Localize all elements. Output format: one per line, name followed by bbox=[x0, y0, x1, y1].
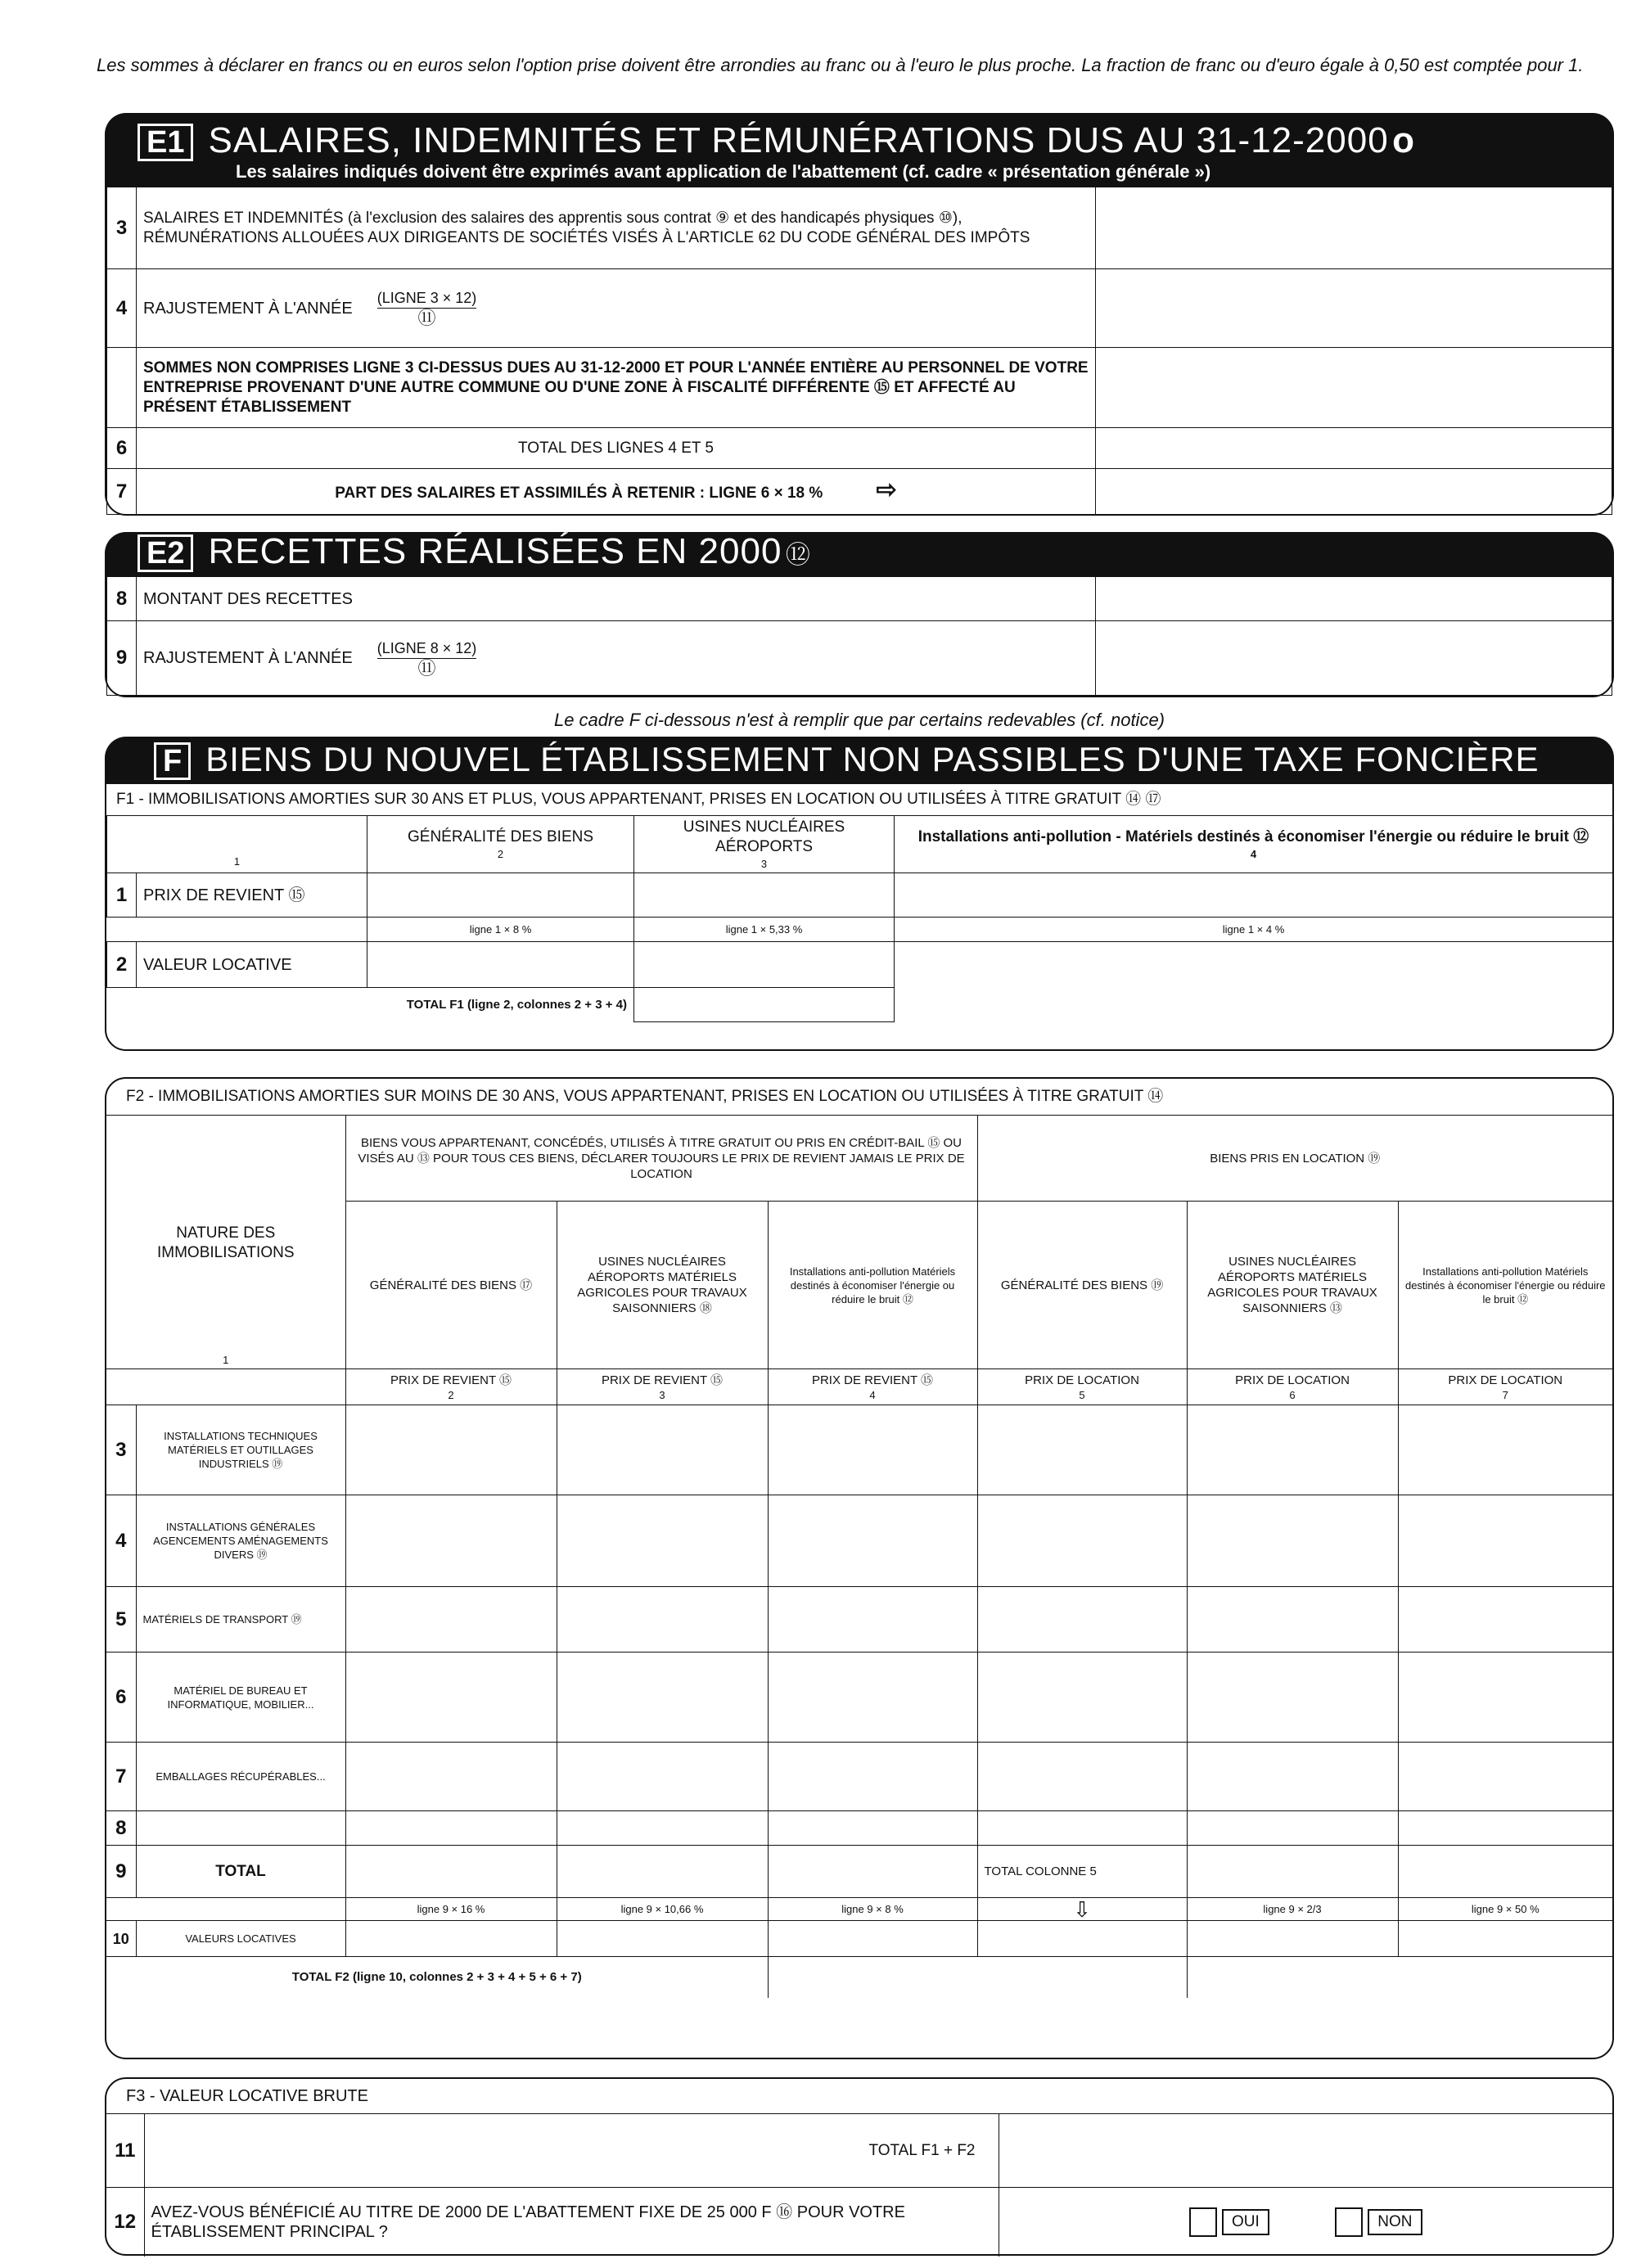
amount-field[interactable] bbox=[768, 1405, 977, 1495]
row-label: MATÉRIEL DE BUREAU ET INFORMATIQUE, MOBILIER... bbox=[136, 1653, 345, 1743]
row-label: VALEURS LOCATIVES bbox=[136, 1921, 345, 1957]
amount-field[interactable] bbox=[768, 1743, 977, 1811]
row-number: 11 bbox=[106, 2114, 144, 2188]
row-number: 3 bbox=[107, 187, 137, 269]
amount-field[interactable] bbox=[345, 1405, 557, 1495]
row-label: TOTAL DES LIGNES 4 ET 5 bbox=[137, 428, 1096, 469]
total-label: TOTAL F2 (ligne 10, colonnes 2 + 3 + 4 + 5 + 6 + 7) bbox=[106, 1957, 768, 1998]
amount-field[interactable] bbox=[557, 1587, 768, 1653]
price-head: PRIX DE REVIENT ⑮ bbox=[601, 1373, 724, 1387]
e2-title-mark: ⑫ bbox=[785, 541, 811, 569]
amount-field[interactable] bbox=[557, 1405, 768, 1495]
row-label: INSTALLATIONS TECHNIQUES MATÉRIELS ET OUTILLAGES INDUSTRIELS ⑲ bbox=[136, 1405, 345, 1495]
f2-row-9 bbox=[106, 1846, 1612, 1898]
price-head: PRIX DE REVIENT ⑮ bbox=[811, 1373, 934, 1387]
total-field[interactable] bbox=[634, 988, 895, 1022]
f2-row-3 bbox=[106, 1405, 1612, 1495]
amount-field[interactable] bbox=[768, 1846, 977, 1898]
arrow-right-icon: ⇨ bbox=[876, 476, 897, 503]
col-number: 4 bbox=[1250, 848, 1257, 860]
row-label: RAJUSTEMENT À L'ANNÉE bbox=[143, 649, 353, 667]
amount-field[interactable] bbox=[768, 1921, 977, 1957]
e1-row-3 bbox=[107, 187, 1612, 269]
rate: ligne 9 × 10,66 % bbox=[557, 1898, 768, 1921]
formula: (LIGNE 3 × 12) bbox=[377, 288, 477, 309]
f1-total bbox=[107, 988, 1613, 1022]
e2-badge: E2 bbox=[138, 534, 193, 572]
amount-field[interactable] bbox=[1187, 1653, 1398, 1743]
row-label: SOMMES NON COMPRISES LIGNE 3 CI-DESSUS DUES AU 31-12-2000 ET POUR L'ANNÉE ENTIÈRE AU PERSONNEL DE VOTRE ENTREPRISE PROVENANT D'UNE AUTRE COMMUNE OU D'UNE ZONE À FISCALITÉ DIFFÉRENTE ⑮ ET AFFECTÉ AU PRÉSENT ÉTABLISSEMENT bbox=[137, 348, 1096, 428]
f1-heading: F1 - IMMOBILISATIONS AMORTIES SUR 30 ANS ET PLUS, VOUS APPARTENANT, PRISES EN LOCATION OU UTILISÉES À TITRE GRATUIT ⑭ ⑰ bbox=[116, 791, 1161, 808]
f2-rates bbox=[106, 1898, 1612, 1921]
e1-title: SALAIRES, INDEMNITÉS ET RÉMUNÉRATIONS DUS AU 31-12-2000 bbox=[208, 120, 1389, 160]
row-number: 9 bbox=[106, 1846, 136, 1898]
f1-section bbox=[105, 782, 1614, 1051]
rate: ligne 9 × 8 % bbox=[768, 1898, 977, 1921]
amount-field[interactable] bbox=[1398, 1846, 1612, 1898]
checkbox-icon bbox=[1189, 2207, 1217, 2237]
e1-badge: E1 bbox=[138, 124, 193, 161]
total-field[interactable] bbox=[999, 2114, 1612, 2188]
amount-field[interactable] bbox=[977, 1743, 1187, 1811]
f-badge: F bbox=[154, 742, 191, 780]
amount-field[interactable] bbox=[1187, 1921, 1398, 1957]
yes-checkbox[interactable] bbox=[1189, 2213, 1269, 2230]
f3-row-12 bbox=[106, 2188, 1612, 2257]
group-owned-label: BIENS VOUS APPARTENANT, CONCÉDÉS, UTILISÉS À TITRE GRATUIT OU PRIS EN CRÉDIT-BAIL ⑮ OU VISÉS AU ⑬ POUR TOUS CES BIENS, DÉCLARER TOUJOURS LE PRIX DE REVIENT JAMAIS LE PRIX DE LOCATION bbox=[345, 1116, 977, 1202]
amount-field[interactable] bbox=[1398, 1405, 1612, 1495]
amount-field[interactable] bbox=[895, 873, 1612, 918]
yes-label: OUI bbox=[1222, 2209, 1269, 2235]
f-note: Le cadre F ci-dessous n'est à remplir que par certains redevables (cf. notice) bbox=[553, 710, 1165, 730]
group-rented-label: BIENS PRIS EN LOCATION ⑲ bbox=[977, 1116, 1612, 1202]
col-label: Installations anti-pollution - Matériels destinés à économiser l'énergie ou réduire le bruit ⑫ bbox=[917, 828, 1589, 845]
col-number: 6 bbox=[1289, 1388, 1296, 1401]
col-number: 3 bbox=[659, 1388, 665, 1401]
row-number: 10 bbox=[106, 1921, 136, 1957]
amount-field[interactable] bbox=[557, 1743, 768, 1811]
arrow-down-icon: ⇩ bbox=[977, 1898, 1187, 1921]
amount-field[interactable] bbox=[977, 1495, 1187, 1587]
formula: (LIGNE 8 × 12) bbox=[377, 638, 477, 659]
amount-field[interactable] bbox=[1398, 1653, 1612, 1743]
col-label: GÉNÉRALITÉ DES BIENS bbox=[408, 828, 594, 845]
col-number: 1 bbox=[233, 855, 241, 868]
amount-field[interactable] bbox=[367, 873, 634, 918]
amount-field[interactable] bbox=[1096, 348, 1612, 428]
f2-row-6 bbox=[106, 1653, 1612, 1743]
f2-row-7 bbox=[106, 1743, 1612, 1811]
subcol-label: GÉNÉRALITÉ DES BIENS ⑲ bbox=[977, 1202, 1187, 1369]
row-label: TOTAL bbox=[136, 1846, 345, 1898]
amount-field[interactable] bbox=[345, 1743, 557, 1811]
f2-row-10 bbox=[106, 1921, 1612, 1957]
amount-field[interactable] bbox=[345, 1846, 557, 1898]
f2-row-5 bbox=[106, 1587, 1612, 1653]
row-label: EMBALLAGES RÉCUPÉRABLES... bbox=[136, 1743, 345, 1811]
amount-field[interactable] bbox=[768, 1495, 977, 1587]
amount-field[interactable] bbox=[557, 1653, 768, 1743]
e1-table bbox=[105, 185, 1614, 516]
row-label bbox=[136, 1811, 345, 1846]
row-label: RAJUSTEMENT À L'ANNÉE bbox=[143, 299, 353, 318]
rate: ligne 9 × 2/3 bbox=[1187, 1898, 1398, 1921]
row-number: 2 bbox=[107, 942, 137, 988]
col-number: 4 bbox=[869, 1388, 876, 1401]
amount-field[interactable] bbox=[977, 1587, 1187, 1653]
row-number: 3 bbox=[106, 1405, 136, 1495]
row-number: 8 bbox=[107, 577, 137, 621]
total-label: TOTAL F1 (ligne 2, colonnes 2 + 3 + 4) bbox=[107, 988, 634, 1022]
row-number: 8 bbox=[106, 1811, 136, 1846]
row-label: PRIX DE REVIENT ⑮ bbox=[137, 873, 367, 918]
amount-field[interactable] bbox=[1398, 1495, 1612, 1587]
e1-subtitle: Les salaires indiqués doivent être exprimés avant application de l'abattement (cf. cadre « présentation générale ») bbox=[236, 161, 1211, 182]
amount-field[interactable] bbox=[345, 1495, 557, 1587]
e1-row-5 bbox=[107, 348, 1612, 428]
amount-field[interactable] bbox=[634, 873, 895, 918]
e1-header bbox=[105, 113, 1614, 185]
e1-row-7 bbox=[107, 469, 1612, 515]
amount-field[interactable] bbox=[768, 1811, 977, 1846]
e1-row-6 bbox=[107, 428, 1612, 469]
amount-field[interactable] bbox=[557, 1846, 768, 1898]
subcol-label: Installations anti-pollution Matériels destinés à économiser l'énergie ou réduire le bruit ⑫ bbox=[1398, 1202, 1612, 1369]
rate: ligne 1 × 5,33 % bbox=[634, 918, 895, 942]
note-mark: ⑪ bbox=[417, 308, 436, 328]
amount-field[interactable] bbox=[634, 942, 895, 988]
col-number: 2 bbox=[448, 1388, 454, 1401]
amount-field[interactable] bbox=[1187, 1743, 1398, 1811]
amount-field[interactable] bbox=[1096, 577, 1612, 621]
row-number: 7 bbox=[106, 1743, 136, 1811]
amount-field[interactable] bbox=[1187, 1405, 1398, 1495]
amount-field[interactable] bbox=[768, 1587, 977, 1653]
f2-total bbox=[106, 1957, 1612, 1998]
f2-heading: F2 - IMMOBILISATIONS AMORTIES SUR MOINS DE 30 ANS, VOUS APPARTENANT, PRISES EN LOCATION OU UTILISÉES À TITRE GRATUIT ⑭ bbox=[126, 1088, 1164, 1105]
row-label: AVEZ-VOUS BÉNÉFICIÉ AU TITRE DE 2000 DE L'ABATTEMENT FIXE DE 25 000 F ⑯ POUR VOTRE ÉTABLISSEMENT PRINCIPAL ? bbox=[144, 2188, 999, 2257]
amount-field[interactable] bbox=[977, 1653, 1187, 1743]
amount-field[interactable] bbox=[1187, 1846, 1398, 1898]
subcol-label: USINES NUCLÉAIRES AÉROPORTS MATÉRIELS AGRICOLES POUR TRAVAUX SAISONNIERS ⑱ bbox=[557, 1202, 768, 1369]
price-head: PRIX DE LOCATION bbox=[1235, 1373, 1350, 1387]
amount-field[interactable] bbox=[1096, 269, 1612, 348]
col-number: 3 bbox=[760, 858, 768, 870]
rate: ligne 9 × 16 % bbox=[345, 1898, 557, 1921]
f2-price-heads bbox=[106, 1369, 1612, 1405]
f2-section bbox=[105, 1077, 1614, 2059]
row-label: MATÉRIELS DE TRANSPORT ⑲ bbox=[136, 1587, 345, 1653]
amount-field[interactable] bbox=[345, 1921, 557, 1957]
amount-field[interactable] bbox=[1096, 187, 1612, 269]
rate: ligne 1 × 8 % bbox=[367, 918, 634, 942]
row-number: 12 bbox=[106, 2188, 144, 2257]
row-number: 7 bbox=[107, 469, 137, 515]
amount-field[interactable] bbox=[1187, 1587, 1398, 1653]
amount-field[interactable] bbox=[1187, 1495, 1398, 1587]
e2-row-9 bbox=[107, 621, 1612, 696]
checkbox-icon bbox=[1335, 2207, 1363, 2237]
f3-heading: F3 - VALEUR LOCATIVE BRUTE bbox=[126, 2087, 368, 2105]
subcol-label: Installations anti-pollution Matériels destinés à économiser l'énergie ou réduire le bruit ⑫ bbox=[768, 1202, 977, 1369]
amount-field[interactable] bbox=[1096, 469, 1612, 515]
rounding-note: Les sommes à déclarer en francs ou en euros selon l'option prise doivent être arrondies au franc ou à l'euro le plus proche. La fraction de franc ou d'euro égale à 0,50 est comptée pour 1. bbox=[97, 55, 1584, 75]
amount-field[interactable] bbox=[345, 1587, 557, 1653]
row-number: 1 bbox=[107, 873, 137, 918]
row-label: TOTAL F1 + F2 bbox=[144, 2114, 999, 2188]
total-col5-label: TOTAL COLONNE 5 bbox=[977, 1846, 1187, 1898]
price-head: PRIX DE LOCATION bbox=[1448, 1373, 1563, 1387]
amount-field[interactable] bbox=[1398, 1743, 1612, 1811]
no-label: NON bbox=[1368, 2209, 1422, 2235]
col-number: 5 bbox=[1079, 1388, 1085, 1401]
f2-row-4 bbox=[106, 1495, 1612, 1587]
row-number bbox=[107, 348, 137, 428]
amount-field[interactable] bbox=[557, 1921, 768, 1957]
row-label: MONTANT DES RECETTES bbox=[137, 577, 1096, 621]
col-label: USINES NUCLÉAIRES AÉROPORTS bbox=[683, 818, 845, 855]
e2-title: RECETTES RÉALISÉES EN 2000 bbox=[208, 530, 782, 571]
f2-group-heads bbox=[106, 1116, 1612, 1202]
f-header bbox=[105, 737, 1614, 782]
f1-row-2 bbox=[107, 942, 1613, 988]
row-number: 6 bbox=[106, 1653, 136, 1743]
amount-field[interactable] bbox=[345, 1811, 557, 1846]
f3-section bbox=[105, 2077, 1614, 2256]
e2-header bbox=[105, 532, 1614, 575]
row-number: 5 bbox=[106, 1587, 136, 1653]
e1-title-mark: o bbox=[1392, 120, 1416, 160]
amount-field[interactable] bbox=[977, 1921, 1187, 1957]
amount-field[interactable] bbox=[1096, 621, 1612, 696]
amount-field[interactable] bbox=[977, 1811, 1187, 1846]
amount-field[interactable] bbox=[1096, 428, 1612, 469]
subcol-label: GÉNÉRALITÉ DES BIENS ⑰ bbox=[345, 1202, 557, 1369]
nature-label: NATURE DES IMMOBILISATIONS bbox=[156, 1224, 295, 1261]
f-title: BIENS DU NOUVEL ÉTABLISSEMENT NON PASSIBLES D'UNE TAXE FONCIÈRE bbox=[205, 739, 1540, 778]
amount-field[interactable] bbox=[977, 1405, 1187, 1495]
f1-col-heads bbox=[107, 816, 1613, 873]
amount-field[interactable] bbox=[1398, 1587, 1612, 1653]
f2-row-8 bbox=[106, 1811, 1612, 1846]
col-number: 7 bbox=[1502, 1388, 1508, 1401]
subcol-label: USINES NUCLÉAIRES AÉROPORTS MATÉRIELS AGRICOLES POUR TRAVAUX SAISONNIERS ⑬ bbox=[1187, 1202, 1398, 1369]
amount-field[interactable] bbox=[1398, 1811, 1612, 1846]
amount-field[interactable] bbox=[1187, 1811, 1398, 1846]
amount-field[interactable] bbox=[557, 1811, 768, 1846]
f1-rates bbox=[107, 918, 1613, 942]
no-checkbox[interactable] bbox=[1335, 2213, 1422, 2230]
row-number: 4 bbox=[106, 1495, 136, 1587]
amount-field[interactable] bbox=[1398, 1921, 1612, 1957]
rate: ligne 9 × 50 % bbox=[1398, 1898, 1612, 1921]
rate: ligne 1 × 4 % bbox=[895, 918, 1612, 942]
f1-row-1 bbox=[107, 873, 1613, 918]
price-head: PRIX DE REVIENT ⑮ bbox=[390, 1373, 512, 1387]
col-number: 1 bbox=[223, 1354, 229, 1366]
f3-row-11 bbox=[106, 2114, 1612, 2188]
price-head: PRIX DE LOCATION bbox=[1025, 1373, 1139, 1387]
row-label: PART DES SALAIRES ET ASSIMILÉS À RETENIR : LIGNE 6 × 18 % bbox=[335, 484, 823, 502]
row-number: 4 bbox=[107, 269, 137, 348]
row-number: 6 bbox=[107, 428, 137, 469]
e2-table bbox=[105, 575, 1614, 697]
amount-field[interactable] bbox=[367, 942, 634, 988]
total-field[interactable] bbox=[768, 1957, 1187, 1998]
amount-field[interactable] bbox=[345, 1653, 557, 1743]
row-label: INSTALLATIONS GÉNÉRALES AGENCEMENTS AMÉNAGEMENTS DIVERS ⑲ bbox=[136, 1495, 345, 1587]
e2-row-8 bbox=[107, 577, 1612, 621]
row-label: SALAIRES ET INDEMNITÉS (à l'exclusion des salaires des apprentis sous contrat ⑨ et des handicapés physiques ⑩), RÉMUNÉRATIONS ALLOUÉES AUX DIRIGEANTS DE SOCIÉTÉS VISÉS À L'ARTICLE 62 DU CODE GÉNÉRAL DES IMPÔTS bbox=[137, 187, 1096, 269]
col-number: 2 bbox=[497, 848, 504, 860]
amount-field[interactable] bbox=[557, 1495, 768, 1587]
e1-row-4 bbox=[107, 269, 1612, 348]
note-mark: ⑪ bbox=[417, 657, 436, 679]
amount-field[interactable] bbox=[768, 1653, 977, 1743]
row-number: 9 bbox=[107, 621, 137, 696]
row-label: VALEUR LOCATIVE bbox=[137, 942, 367, 988]
